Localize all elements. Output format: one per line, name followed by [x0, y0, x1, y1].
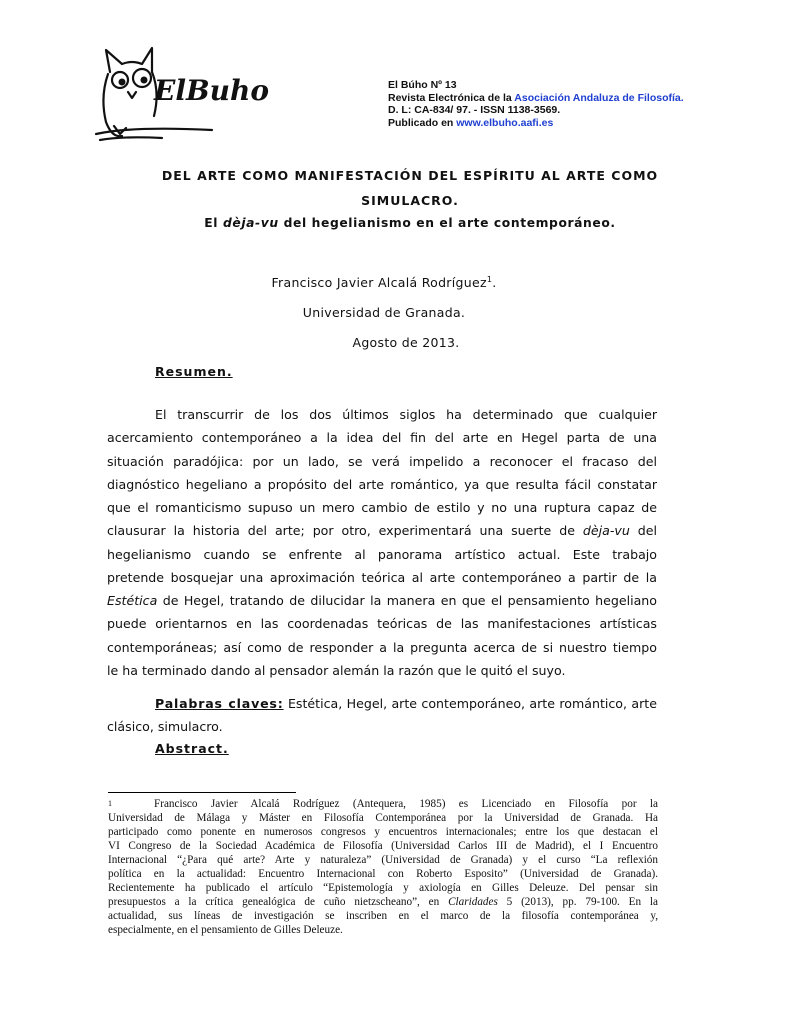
journal-issn: D. L: CA-834/ 97. - ISSN 1138-3569.	[388, 104, 561, 116]
footnote-separator	[108, 792, 296, 793]
article-date: Agosto de 2013.	[352, 335, 460, 350]
svg-text:ElBuho: ElBuho	[154, 74, 270, 107]
author-name: Francisco Javier Alcalá Rodríguez$^1$.	[271, 275, 497, 290]
abstract-heading: Abstract.	[155, 741, 229, 756]
author-university: Universidad de Granada.	[302, 305, 466, 320]
resumen-paragraph: El transcurrir de los dos últimos siglos ha determinado que cualquier acercamiento contemporáneo a la idea del fin del arte en Hegel parta de una situación paradójica: por un lado, se verá impelido a reconocer el fracaso del diagnóstico hegeliano a propósito del arte romántico, ya que resulta fácil constatar que el romanticismo supuso un mero cambio de estilo y no una ruptura capaz de clausurar la historia del arte; por otro, experimentará una suerte de dèja-vu del hegelianismo cuando se enfrente al panorama artístico actual. Este trabajo pretende bosquejar una aproximación teórica al arte contemporáneo a partir de la Estética de Hegel, tratando de dilucidar la manera en que el pensamiento hegeliano puede orientarnos en las coordenadas teóricas de las manifestaciones artísticas contemporáneas; así como de responder a la pregunta acerca de si nuestro tiempo le ha terminado dando al pensador alemán la razón que le quitó el suyo.	[107, 407, 657, 678]
footnote-reference[interactable]: 1	[486, 275, 493, 284]
keywords-label: Palabras claves:	[155, 696, 284, 711]
journal-info	[388, 79, 684, 129]
el-buho-logo	[92, 42, 270, 147]
journal-published: Publicado en www.elbuho.aafi.es	[388, 116, 554, 129]
association-link[interactable]: Asociación Andaluza de Filosofía.	[514, 91, 684, 104]
footnote-number: 1	[108, 799, 112, 808]
journal-description: Revista Electrónica de la Asociación Andaluza de Filosofía.	[388, 91, 684, 104]
footnote: $^1$ Francisco Javier Alcalá Rodríguez (Antequera, 1985) es Licenciado en Filosofía por la Universidad de Málaga y Máster en Filosofía Contemporánea por la Universidad de Granada. Ha participado como ponente en numerosos congresos y encuentros internacionales; entre los que destacan el VI Congreso de la Sociedad Académica de Filosofía (Universidad Carlos III de Madrid), el I Encuentro Internacional “¿Para qué arte? Arte y naturaleza” (Universidad de Granada) y el curso “La reflexión política en la actualidad: Encuentro Internacional con Roberto Esposito” (Universidad de Granada). Recientemente ha publicado el artículo “Epistemología y axiología en Gilles Deleuze. Del pensar sin presupuestos a la crítica genealógica de cuño nietzscheano”, en Claridades 5 (2013), pp. 79-100. En la actualidad, sus líneas de investigación se inscriben en el marco de la filosofía contemporánea y, especialmente, en el pensamiento de Gilles Deleuze.	[108, 798, 659, 936]
keywords-paragraph: Palabras claves: Estética, Hegel, arte contemporáneo, arte romántico, arte clásico, simulacro.	[107, 696, 657, 735]
website-link[interactable]: www.elbuho.aafi.es	[456, 116, 554, 129]
resumen-heading: Resumen.	[155, 364, 233, 379]
article-title: DEL ARTE COMO MANIFESTACIÓN DEL ESPÍRITU AL ARTE COMO SIMULACRO.	[161, 168, 659, 208]
journal-issue: El Búho Nº 13	[388, 79, 457, 91]
article-subtitle: El dèja-vu del hegelianismo en el arte contemporáneo.	[204, 216, 616, 230]
